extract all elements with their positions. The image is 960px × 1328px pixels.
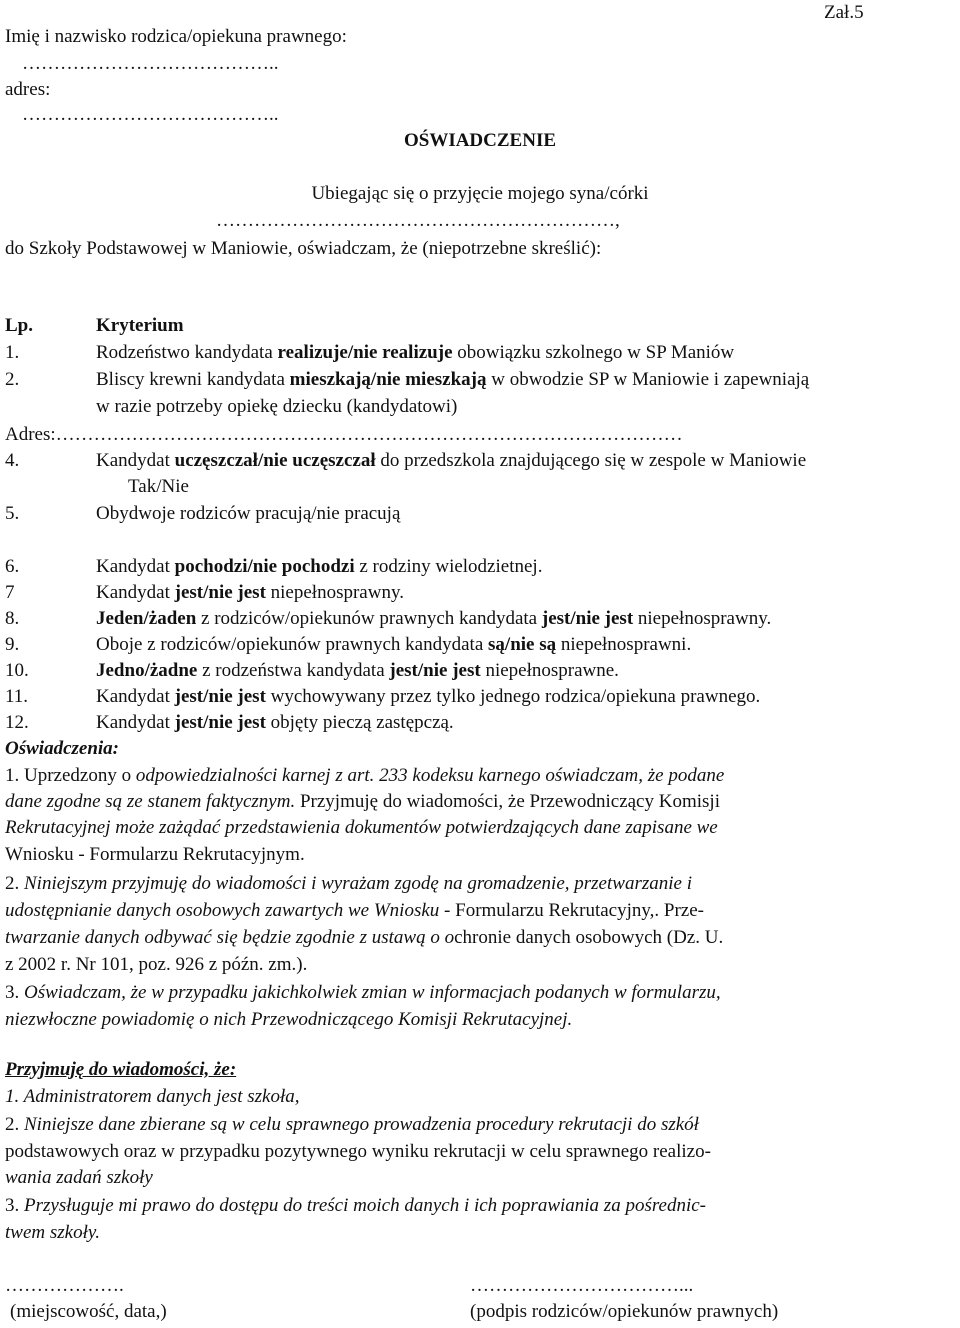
acknowledgement-3-line-2: twem szkoły. [5, 1222, 100, 1243]
signature-label: (podpis rodziców/opiekunów prawnych) [470, 1301, 779, 1322]
criterion-7: 7 Kandydat jest/nie jest niepełnosprawny. [5, 582, 404, 603]
criterion-5: 5. Obydwoje rodziców pracują/nie pracują [5, 503, 401, 524]
declaration-3-line-2: niezwłoczne powiadomię o nich Przewodniczącego Komisji Rekrutacyjnej. [5, 1009, 573, 1030]
declaration-2-line-4: z 2002 r. Nr 101, poz. 926 z późn. zm.). [5, 954, 308, 975]
address-field-relatives[interactable]: Adres:……………………………………………………………………………………… [5, 424, 683, 445]
address-label: adres: [5, 79, 51, 100]
declarations-heading: Oświadczenia: [5, 738, 119, 759]
intro-line: Ubiegając się o przyjęcie mojego syna/córki [311, 183, 649, 204]
acknowledgement-2-line-2: podstawowych oraz w przypadku pozytywnego wyniku rekrutacji w celu sprawnego realizo- [5, 1141, 711, 1162]
declaration-1-line-1: 1. Uprzedzony o odpowiedzialności karnej z art. 233 kodeksu karnego oświadczam, że podane [5, 765, 725, 786]
criterion-8: 8. Jeden/żaden z rodziców/opiekunów prawnych kandydata jest/nie jest niepełnosprawny. [5, 608, 772, 629]
annex-label: Zał.5 [824, 2, 864, 23]
signature-field[interactable]: ……………………………... [470, 1275, 694, 1296]
declaration-1-line-2: dane zgodne są ze stanem faktycznym. Przyjmuję do wiadomości, że Przewodniczący Komisji [5, 791, 720, 812]
col-lp: Lp. [5, 315, 33, 336]
declaration-2-line-3: twarzanie danych odbywać się będzie zgodnie z ustawą o ochronie danych osobowych (Dz. U. [5, 927, 724, 948]
declaration-1-line-3: Rekrutacyjnej może zażądać przedstawienia dokumentów potwierdzających dane zapisane we [5, 817, 718, 838]
acknowledgement-3-line-1: 3. Przysługuje mi prawo do dostępu do treści moich danych i ich poprawiania za pośrednic- [5, 1195, 707, 1216]
col-kryterium: Kryterium [96, 315, 184, 336]
criterion-2-cont: w razie potrzeby opiekę dziecku (kandydatowi) [96, 396, 458, 417]
criterion-4-answer[interactable]: Tak/Nie [128, 476, 189, 497]
parent-name-field[interactable]: ………………………………….. [22, 53, 279, 74]
criterion-4: 4. Kandydat uczęszczał/nie uczęszczał do przedszkola znajdującego się w zespole w Maniowie [5, 450, 807, 471]
criterion-6: 6. Kandydat pochodzi/nie pochodzi z rodziny wielodzietnej. [5, 556, 543, 577]
declaration-2-line-2: udostępnianie danych osobowych zawartych we Wniosku - Formularzu Rekrutacyjny,. Prze- [5, 900, 704, 921]
acknowledgement-heading: Przyjmuję do wiadomości, że: [5, 1059, 237, 1080]
criterion-9: 9. Oboje z rodziców/opiekunów prawnych kandydata są/nie są niepełnosprawni. [5, 634, 692, 655]
declaration-2-line-1: 2. Niniejszym przyjmuję do wiadomości i wyrażam zgodę na gromadzenie, przetwarzanie i [5, 873, 692, 894]
parent-name-label: Imię i nazwisko rodzica/opiekuna prawnego: [5, 26, 347, 47]
acknowledgement-1: 1. Administratorem danych jest szkoła, [5, 1086, 300, 1107]
place-date-field[interactable]: ………………. [5, 1275, 124, 1296]
criterion-12: 12. Kandydat jest/nie jest objęty pieczą zastępczą. [5, 712, 454, 733]
document-title: OŚWIADCZENIE [403, 130, 557, 151]
child-name-field[interactable]: ………………………………………………………, [216, 210, 620, 231]
criteria-header [5, 315, 184, 337]
acknowledgement-2-line-1: 2. Niniejsze dane zbierane są w celu sprawnego prowadzenia procedury rekrutacji do szkół [5, 1114, 699, 1135]
acknowledgement-2-line-3: wania zadań szkoły [5, 1167, 153, 1188]
declaration-3-line-1: 3. Oświadczam, że w przypadku jakichkolwiek zmian w informacjach podanych w formularzu, [5, 982, 721, 1003]
place-date-label: (miejscowość, data,) [10, 1301, 167, 1322]
criterion-2: 2. Bliscy krewni kandydata mieszkają/nie mieszkają w obwodzie SP w Maniowie i zapewniają [5, 369, 810, 390]
declaration-1-line-4: Wniosku - Formularzu Rekrutacyjnym. [5, 844, 305, 865]
criterion-11: 11. Kandydat jest/nie jest wychowywany przez tylko jednego rodzica/opiekuna prawnego. [5, 686, 761, 707]
criterion-1: 1. Rodzeństwo kandydata realizuje/nie realizuje obowiązku szkolnego w SP Maniów [5, 342, 735, 363]
intro-line-2: do Szkoły Podstawowej w Maniowie, oświadczam, że (niepotrzebne skreślić): [5, 238, 602, 259]
address-field[interactable]: ………………………………….. [22, 104, 279, 125]
criterion-10: 10. Jedno/żadne z rodzeństwa kandydata jest/nie jest niepełnosprawne. [5, 660, 619, 681]
